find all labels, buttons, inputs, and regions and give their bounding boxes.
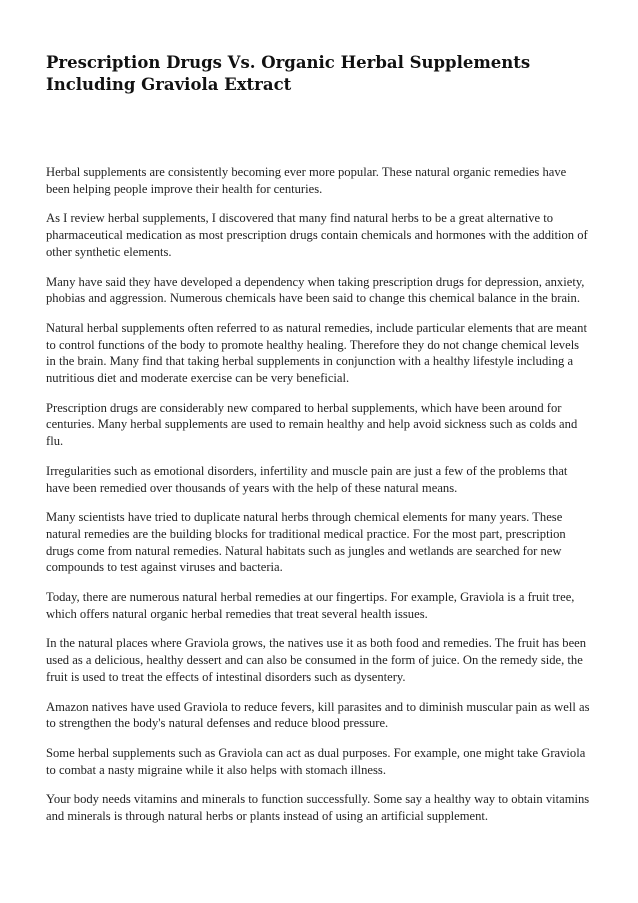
paragraph: In the natural places where Graviola grows, the natives use it as both food and remedies. The fruit has been used as a delicious, healthy dessert and can also be consumed in the form of juice. On the remedy side, the fruit is used to treat the effects of intestinal disorders such as dysentery. xyxy=(46,636,587,684)
paragraph: Prescription drugs are considerably new compared to herbal supplements, which have been around for centuries. Many herbal supplements are used to remain healthy and help avoid sickness such as colds and flu. xyxy=(46,400,578,449)
paragraph: Your body needs vitamins and minerals to function successfully. Some say a healthy way to obtain vitamins and minerals is through natural herbs or plants instead of using an artificial supplement. xyxy=(46,792,590,824)
title-line-1: Prescription Drugs Vs. Organic Herbal Supplements xyxy=(46,53,531,72)
paragraph: Irregularities such as emotional disorders, infertility and muscle pain are just a few of the problems that have been remedied over thousands of years with the help of these natural means. xyxy=(46,463,568,495)
paragraph: Many have said they have developed a dependency when taking prescription drugs for depression, anxiety, phobias and aggression. Numerous chemicals have been said to change this chemical balance in the brain. xyxy=(46,274,585,306)
document-body xyxy=(46,164,592,825)
paragraph: Natural herbal supplements often referred to as natural remedies, include particular elements that are meant to control functions of the body to promote healthy healing. Therefore they do not change chemical levels in the brain. Many find that taking herbal supplements in conjunction with a healthy lifestyle including a nutritious diet and moderate exercise can be very beneficial. xyxy=(46,320,587,386)
paragraph: Herbal supplements are consistently becoming ever more popular. These natural organic remedies have been helping people improve their health for centuries. xyxy=(46,165,567,196)
paragraph: Today, there are numerous natural herbal remedies at our fingertips. For example, Graviola is a fruit tree, which offers natural organic herbal remedies that treat several health issues. xyxy=(46,590,575,621)
title-line-2: Including Graviola Extract xyxy=(46,75,292,94)
paragraph: Many scientists have tried to duplicate natural herbs through chemical elements for many years. These natural remedies are the building blocks for traditional medical practice. For the most part, prescription drugs come from natural remedies. Natural habitats such as jungles and wetlands are searched for new compounds to test against viruses and bacteria. xyxy=(46,510,566,575)
paragraph: Amazon natives have used Graviola to reduce fevers, kill parasites and to diminish muscular pain as well as to strengthen the body's natural defenses and reduce blood pressure. xyxy=(46,699,590,731)
paragraph: Some herbal supplements such as Graviola can act as dual purposes. For example, one might take Graviola to combat a nasty migraine while it also helps with stomach illness. xyxy=(46,745,586,777)
document-title xyxy=(46,52,592,96)
paragraph: As I review herbal supplements, I discovered that many find natural herbs to be a great alternative to pharmaceutical medication as most prescription drugs contain chemicals and hormones with the addition of other synthetic elements. xyxy=(46,211,588,259)
